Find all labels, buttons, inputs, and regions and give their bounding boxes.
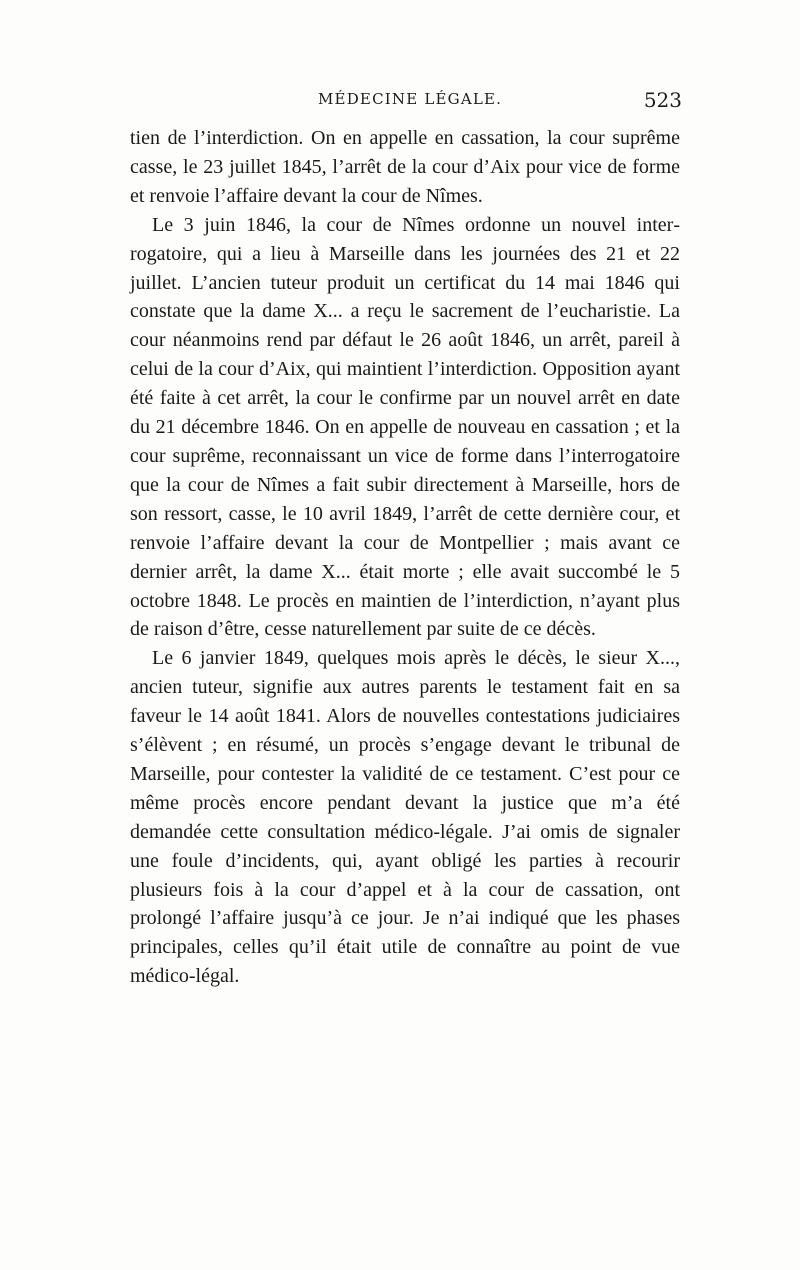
running-head: MÉDECINE LÉGALE. <box>318 90 503 108</box>
page-number: 523 <box>643 88 682 112</box>
paragraph-continuation: tien de l’interdiction. On en appelle en cassation, la cour suprême casse, le 23 juillet 1845, l’arrêt de la cour d’Aix pour vice de forme et renvoie l’affaire devant la cour de Nîmes. <box>130 127 680 207</box>
body-text <box>130 124 680 991</box>
page-header <box>130 88 682 118</box>
paragraph-procedure-1846: Le 3 juin 1846, la cour de Nîmes ordonne un nouvel interrogatoire, qui a lieu à Marseille dans les journées des 21 et 22 juillet. L’ancien tuteur produit un certificat du 14 mai 1846 qui constate que la dame X... a reçu le sacrement de l’eucharistie. La cour néanmoins rend par défaut le 26 août 1846, un arrêt, pareil à celui de la cour d’Aix, qui maintient l’interdiction. Opposition ayant été faite à cet arrêt, la cour le confirme par un nouvel arrêt en date du 21 décembre 1846. On en appelle de nouveau en cassation ; et la cour suprême, reconnaissant un vice de forme dans l’interrogatoire que la cour de Nîmes a fait subir directement à Marseille, hors de son ressort, casse, le 10 avril 1849, l’arrêt de cette dernière cour, et renvoie l’affaire devant la cour de Montpellier ; mais avant ce dernier arrêt, la dame X... était morte ; elle avait succombé le 5 octobre 1848. Le procès en maintien de l’interdiction, n’ayant plus de raison d’être, cesse naturellement par suite de ce décès. <box>130 213 680 641</box>
paragraph-testament-1849: Le 6 janvier 1849, quelques mois après le décès, le sieur X..., ancien tuteur, signifie aux autres parents le testament fait en sa faveur le 14 août 1841. Alors de nouvelles contestations judiciaires s’élèvent ; en résumé, un procès s’engage devant le tribunal de Marseille, pour contester la validité de ce testament. C’est pour ce même procès encore pendant devant la justice que m’a été demandée cette consultation médico-légale. J’ai omis de signaler une foule d’incidents, qui, ayant obligé les parties à recourir plusieurs fois à la cour d’appel et à la cour de cassation, ont prolongé l’affaire jusqu’à ce jour. Je n’ai indiqué que les phases principales, celles qu’il était utile de connaître au point de vue médico-légal. <box>130 647 680 988</box>
